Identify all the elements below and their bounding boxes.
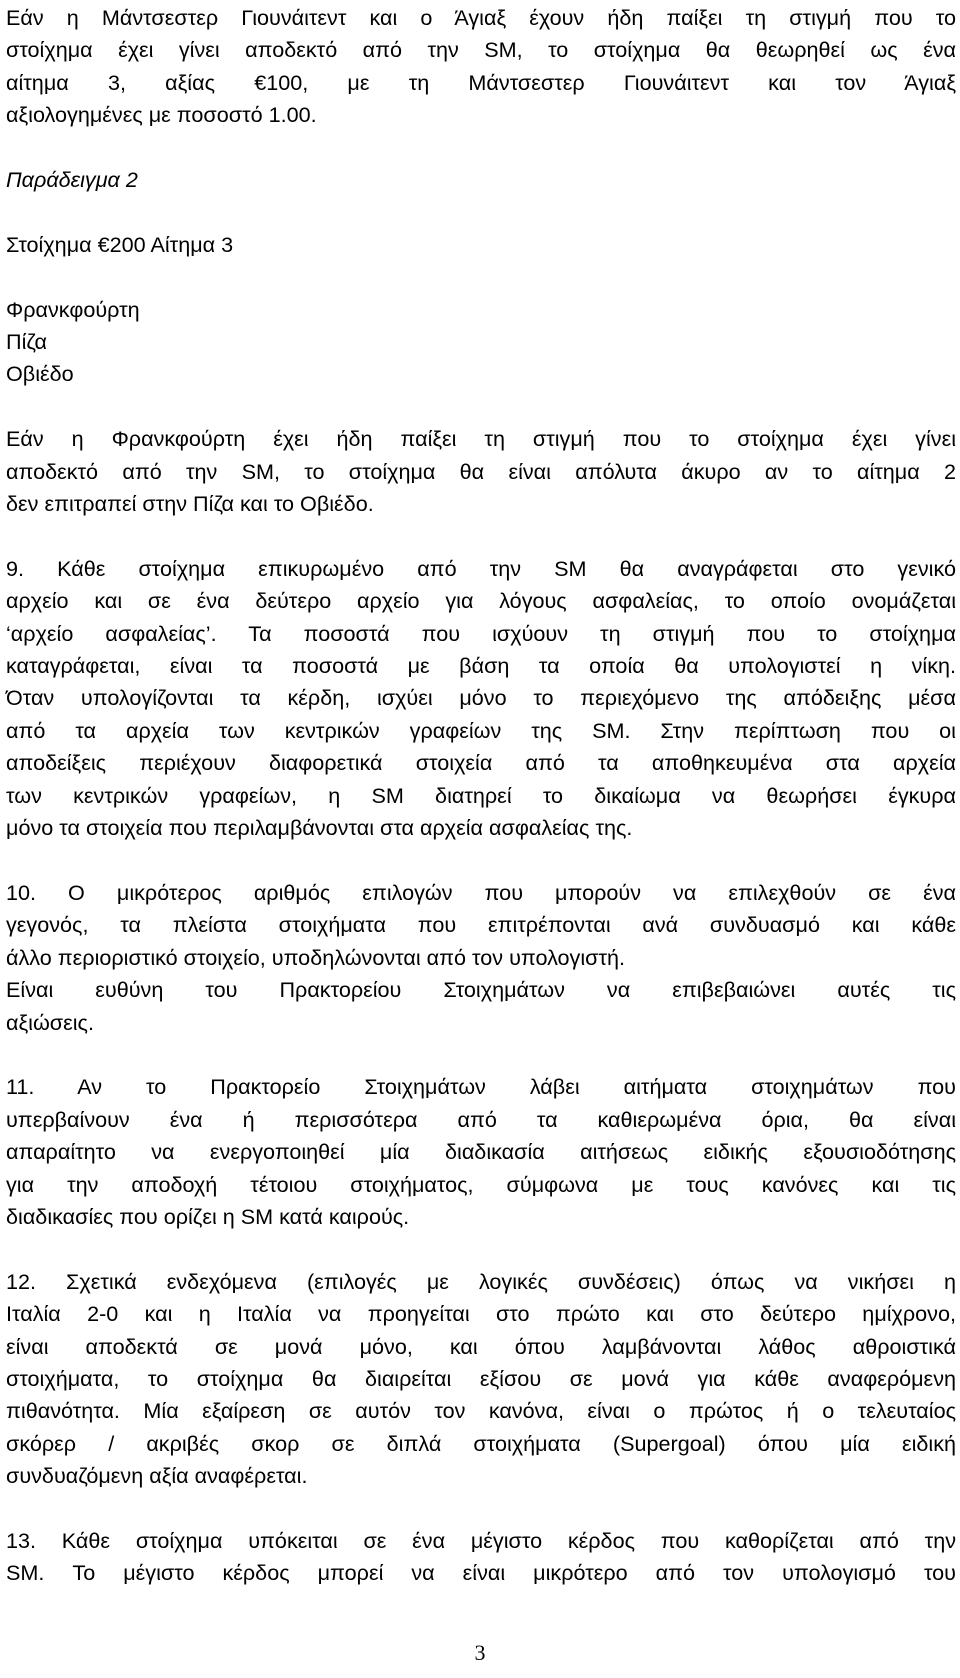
example-heading — [6, 164, 956, 196]
team-name: Οβιέδο — [6, 361, 74, 387]
text-line: αποδείξεις περιέχουν διαφορετικά στοιχεία από τα αποθηκευμένα στα αρχεία — [6, 750, 956, 776]
paragraph-rule-13 — [6, 1525, 956, 1590]
text-line: αρχείο και σε ένα δεύτερο αρχείο για λόγους ασφαλείας, το οποίο ονομάζεται — [6, 588, 956, 614]
text-line: γεγονός, τα πλείστα στοιχήματα που επιτρέπονται ανά συνδυασμό και κάθε — [6, 912, 956, 938]
text-line: 13. Κάθε στοίχημα υπόκειται σε ένα μέγιστο κέρδος που καθορίζεται από την — [6, 1527, 956, 1553]
text-line: υπερβαίνουν ένα ή περισσότερα από τα καθιερωμένα όρια, θα είναι — [6, 1106, 956, 1132]
text-line: σκόρερ / ακριβές σκορ σε διπλά στοιχήματα (Supergoal) όπου μία ειδική — [6, 1430, 956, 1456]
text-line: πιθανότητα. Μία εξαίρεση σε αυτόν τον κανόνα, είναι ο πρώτος ή ο τελευταίος — [6, 1398, 956, 1424]
text-line: αξιολογημένες με ποσοστό 1.00. — [6, 102, 317, 128]
team-name: Φρανκφούρτη — [6, 296, 140, 322]
paragraph-rule-12 — [6, 1266, 956, 1493]
text-line: στοίχημα έχει γίνει αποδεκτό από την SM, το στοίχημα θα θεωρηθεί ως ένα — [6, 37, 956, 63]
text-line: SM. Το μέγιστο κέρδος μπορεί να είναι μικρότερο από τον υπολογισμό του — [6, 1560, 956, 1586]
text-line: αίτημα 3, αξίας €100, με τη Μάντσεστερ Γιουνάιτεντ και τον Άγιαξ — [6, 69, 956, 95]
text-line: είναι αποδεκτά σε μονά μόνο, και όπου λαμβάνονται λάθος αθροιστικά — [6, 1333, 956, 1359]
text-line: Είναι ευθύνη του Πρακτορείου Στοιχημάτων να επιβεβαιώνει αυτές τις — [6, 977, 956, 1003]
text-line: Εάν η Μάντσεστερ Γιουνάιτεντ και ο Άγιαξ έχουν ήδη παίξει τη στιγμή που το — [6, 5, 956, 30]
text-line: Παράδειγμα 2 — [6, 167, 138, 193]
text-line: αποδεκτό από την SM, το στοίχημα θα είναι απόλυτα άκυρο αν το αίτημα 2 — [6, 458, 956, 484]
text-line: 11. Αν το Πρακτορείο Στοιχημάτων λάβει αιτήματα στοιχημάτων που — [6, 1074, 956, 1100]
paragraph-rule-9 — [6, 553, 956, 845]
text-line: μόνο τα στοιχεία που περιλαμβάνονται στα αρχεία ασφαλείας της. — [6, 815, 633, 841]
paragraph-intro-continuation — [6, 2, 956, 132]
text-line: των κεντρικών γραφείων, η SM διατηρεί το δικαίωμα να θεωρήσει έγκυρα — [6, 782, 956, 808]
text-line: δεν επιτραπεί στην Πίζα και το Οβιέδο. — [6, 491, 374, 517]
text-line: στοιχήματα, το στοίχημα θα διαιρείται εξίσου σε μονά για κάθε αναφερόμενη — [6, 1365, 956, 1391]
text-line: καταγράφεται, είναι τα ποσοστά με βάση τα οποία θα υπολογιστεί η νίκη. — [6, 653, 956, 679]
text-line: απαραίτητο να ενεργοποιηθεί μία διαδικασία αιτήσεως ειδικής εξουσιοδότησης — [6, 1139, 956, 1165]
text-line: άλλο περιοριστικό στοιχείο, υποδηλώνονται από τον υπολογιστή. — [6, 944, 626, 970]
text-line: για την αποδοχή τέτοιου στοιχήματος, σύμφωνα με τους κανόνες και τις — [6, 1171, 956, 1197]
example-teams-list — [6, 294, 956, 391]
text-line: Εάν η Φρανκφούρτη έχει ήδη παίξει τη στιγμή που το στοίχημα έχει γίνει — [6, 426, 956, 452]
text-line: από τα αρχεία των κεντρικών γραφείων της SM. Στην περίπτωση που οι — [6, 717, 956, 743]
page-number: 3 — [474, 1640, 486, 1665]
text-line: 12. Σχετικά ενδεχόμενα (επιλογές με λογικές συνδέσεις) όπως να νικήσει η — [6, 1268, 956, 1294]
example-bet-line — [6, 229, 956, 261]
text-line: Στοίχημα €200 Αίτημα 3 — [6, 231, 234, 257]
text-line: αξιώσεις. — [6, 1009, 94, 1035]
text-line: ‘αρχείο ασφαλείας’. Τα ποσοστά που ισχύουν τη στιγμή που το στοίχημα — [6, 620, 956, 646]
paragraph-rule-11 — [6, 1071, 956, 1233]
text-line: 9. Κάθε στοίχημα επικυρωμένο από την SM θα αναγράφεται στο γενικό — [6, 555, 956, 581]
text-line: Όταν υπολογίζονται τα κέρδη, ισχύει μόνο το περιεχόμενο της απόδειξης μέσα — [6, 685, 956, 711]
text-line: συνδυαζόμενη αξία αναφέρεται. — [6, 1463, 308, 1489]
paragraph-rule-10 — [6, 877, 956, 1039]
text-line: 10. Ο μικρότερος αριθμός επιλογών που μπορούν να επιλεχθούν σε ένα — [6, 879, 956, 905]
text-line: Ιταλία 2-0 και η Ιταλία να προηγείται στο πρώτο και στο δεύτερο ημίχρονο, — [6, 1301, 956, 1327]
text-line: διαδικασίες που ορίζει η SM κατά καιρούς. — [6, 1203, 410, 1229]
page-content — [6, 0, 956, 1590]
team-name: Πίζα — [6, 329, 47, 355]
paragraph-example-explanation — [6, 423, 956, 520]
